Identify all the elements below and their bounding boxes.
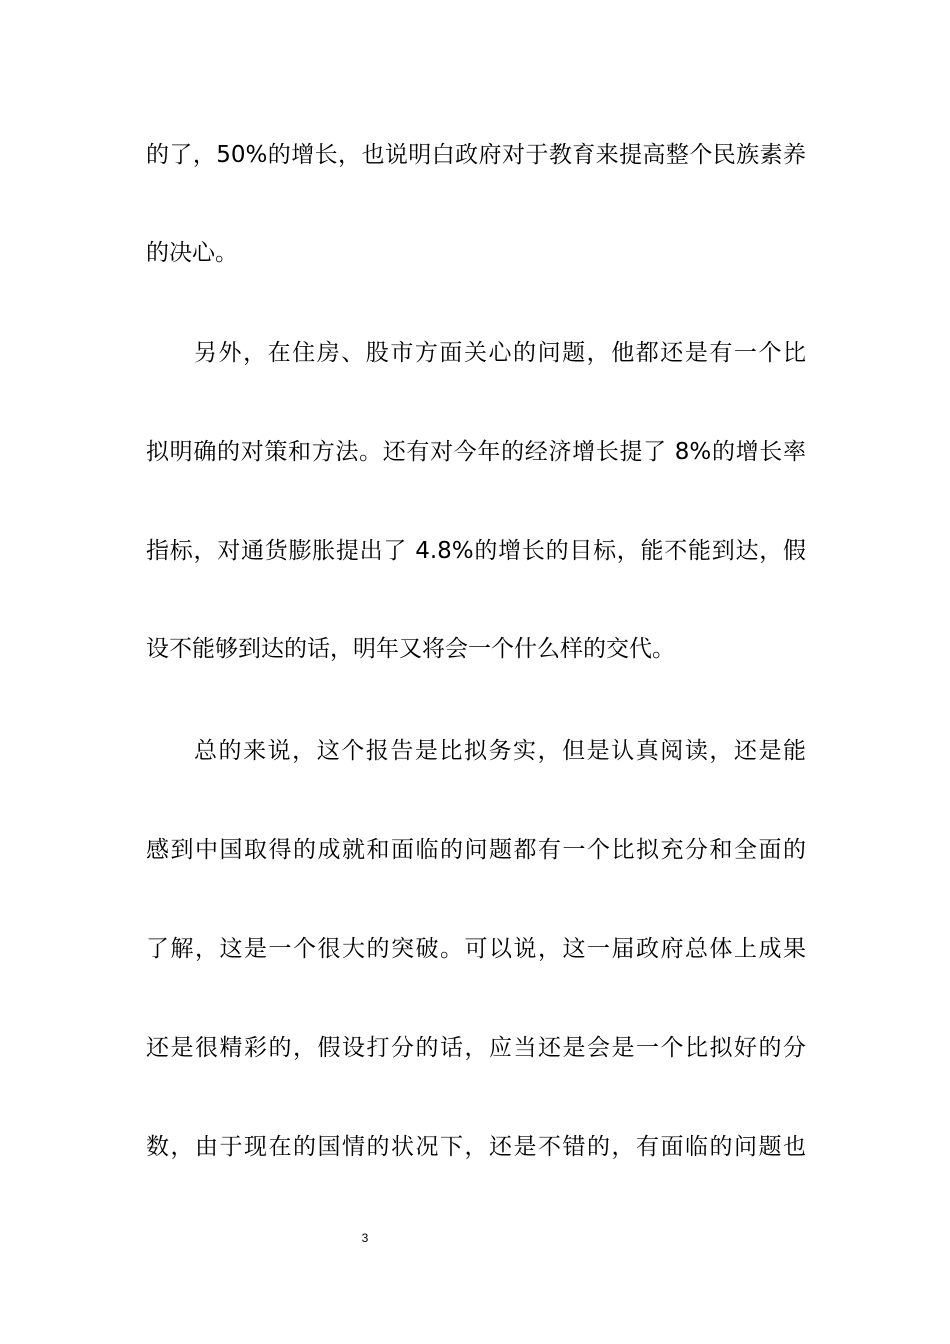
- text-line-8: 感到中国取得的成就和面临的问题都有一个比拟充分和全面的: [146, 837, 806, 863]
- text-line-2: 的决心。: [146, 240, 238, 266]
- text-line-10: 还是很精彩的，假设打分的话，应当还是会是一个比拟好的分: [146, 1035, 806, 1061]
- text-line-9: 了解，这是一个很大的突破。可以说，这一届政府总体上成果: [146, 936, 806, 962]
- text-line-4: 拟明确的对策和方法。还有对今年的经济增长提了 8%的增长率: [146, 439, 806, 465]
- text-line-5: 指标，对通货膨胀提出了 4.8%的增长的目标，能不能到达，假: [146, 538, 806, 564]
- text-line-7: 总的来说，这个报告是比拟务实，但是认真阅读，还是能: [194, 738, 806, 764]
- text-line-11: 数，由于现在的国情的状况下，还是不错的，有面临的问题也: [146, 1134, 806, 1160]
- text-line-6: 设不能够到达的话，明年又将会一个什么样的交代。: [146, 636, 675, 662]
- page-number: 3: [361, 1231, 369, 1245]
- text-line-3: 另外，在住房、股市方面关心的问题，他都还是有一个比: [194, 340, 806, 366]
- text-line-1: 的了，50%的增长，也说明白政府对于教育来提高整个民族素养: [146, 142, 806, 168]
